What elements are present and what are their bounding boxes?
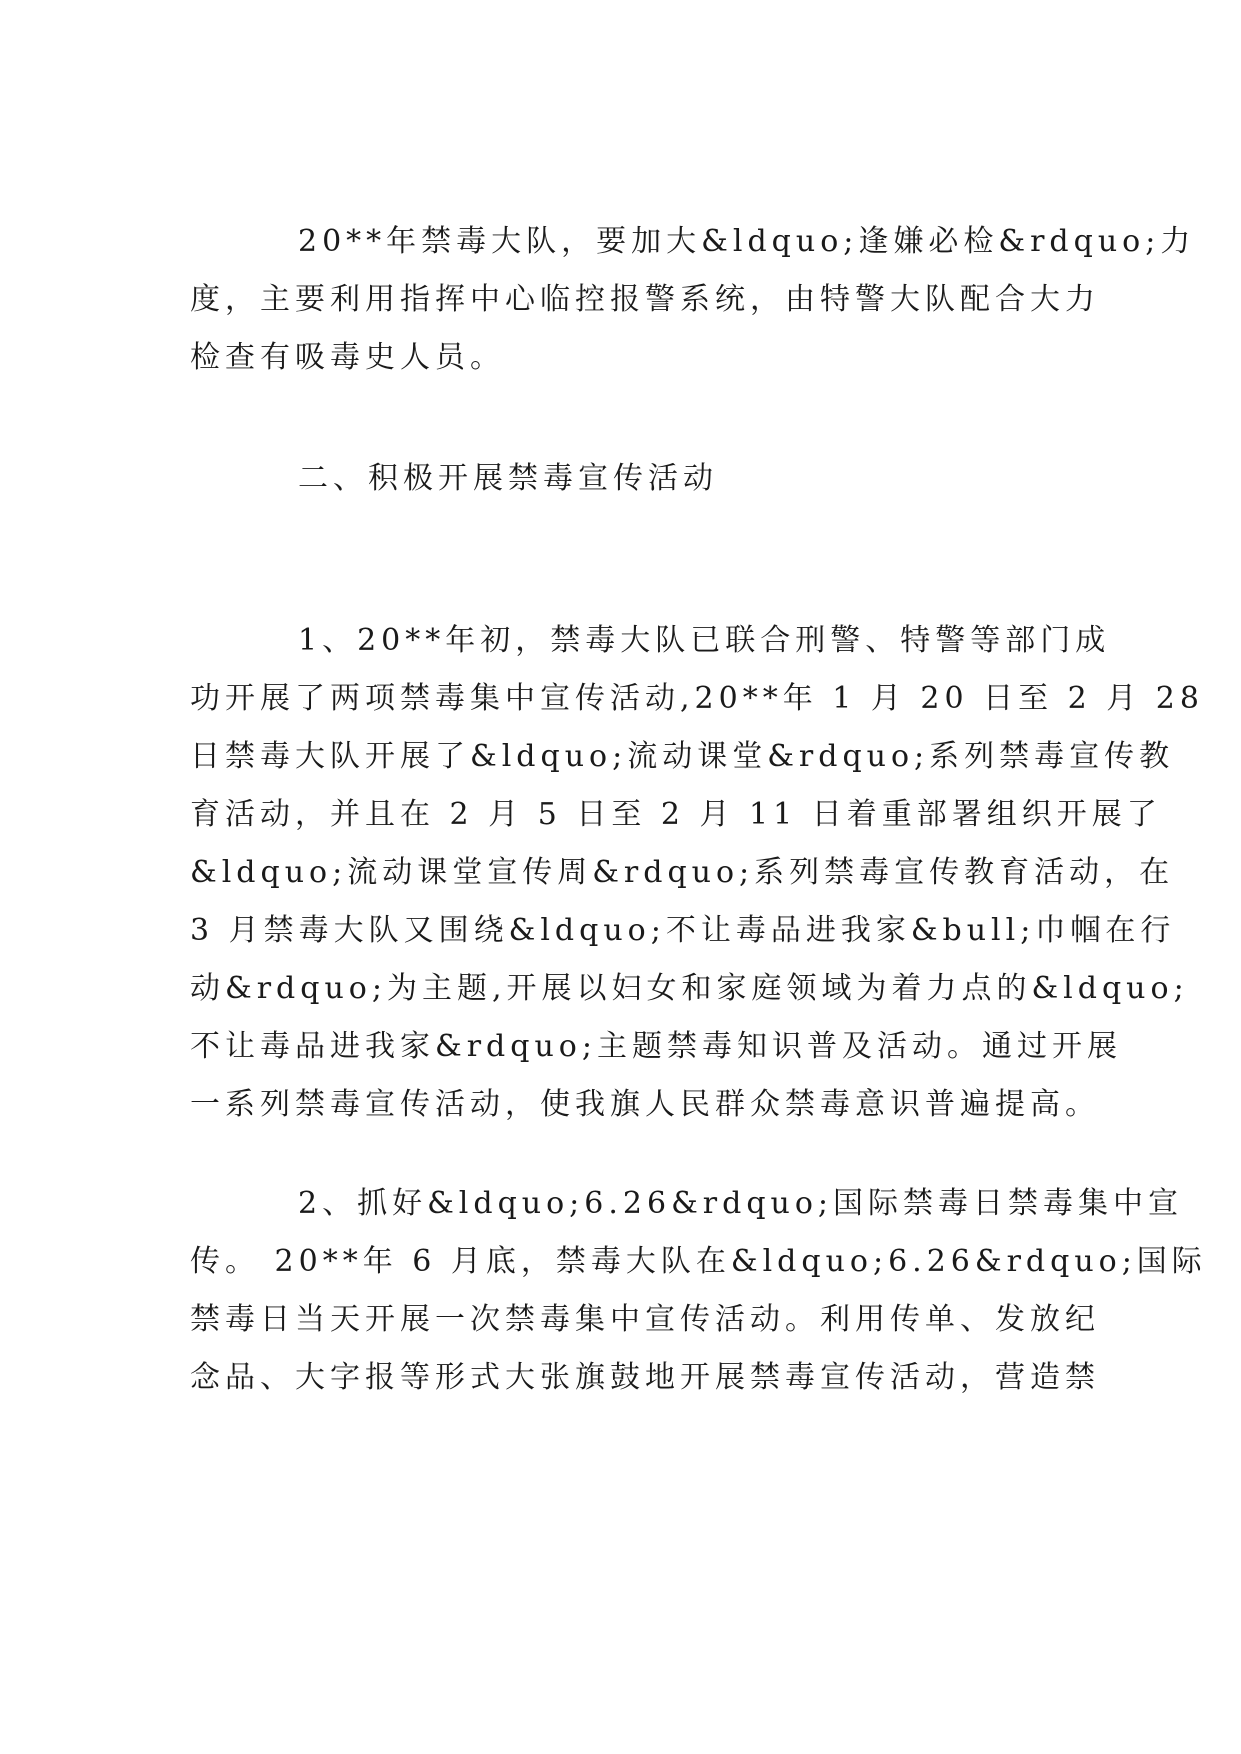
paragraph-line: 禁毒日当天开展一次禁毒集中宣传活动。利用传单、发放纪 <box>190 1302 1100 1337</box>
paragraph-propaganda-activities <box>190 612 1204 1134</box>
paragraph-line: 功开展了两项禁毒集中宣传活动,20**年 1 月 20 日至 2 月 28 <box>190 681 1204 716</box>
paragraph-line: &ldquo;流动课堂宣传周&rdquo;系列禁毒宣传教育活动，在 <box>190 855 1175 890</box>
paragraph-line: 育活动，并且在 2 月 5 日至 2 月 11 日着重部署组织开展了 <box>190 797 1162 832</box>
paragraph-line: 不让毒品进我家&rdquo;主题禁毒知识普及活动。通过开展 <box>190 1029 1122 1064</box>
paragraph-line: 日禁毒大队开展了&ldquo;流动课堂&rdquo;系列禁毒宣传教 <box>190 739 1175 774</box>
section-heading: 二、积极开展禁毒宣传活动 <box>298 461 718 496</box>
paragraph-drug-testing <box>190 213 1196 387</box>
paragraph-line: 1、20**年初，禁毒大队已联合刑警、特警等部门成 <box>298 623 1111 658</box>
paragraph-line: 传。 20**年 6 月底，禁毒大队在&ldquo;6.26&rdquo;国际 <box>190 1244 1207 1279</box>
paragraph-line: 检查有吸毒史人员。 <box>190 340 505 375</box>
paragraph-line: 3 月禁毒大队又围绕&ldquo;不让毒品进我家&bull;巾帼在行 <box>190 913 1176 948</box>
paragraph-line: 一系列禁毒宣传活动，使我旗人民群众禁毒意识普遍提高。 <box>190 1087 1100 1122</box>
paragraph-line: 2、抓好&ldquo;6.26&rdquo;国际禁毒日禁毒集中宣 <box>298 1186 1184 1221</box>
paragraph-line: 20**年禁毒大队，要加大&ldquo;逢嫌必检&rdquo;力 <box>298 224 1196 259</box>
paragraph-line: 动&rdquo;为主题,开展以妇女和家庭领域为着力点的&ldquo; <box>190 971 1189 1006</box>
paragraph-line: 念品、大字报等形式大张旗鼓地开展禁毒宣传活动，营造禁 <box>190 1360 1100 1395</box>
paragraph-626-campaign <box>190 1175 1207 1407</box>
paragraph-line: 度，主要利用指挥中心临控报警系统，由特警大队配合大力 <box>190 282 1100 317</box>
